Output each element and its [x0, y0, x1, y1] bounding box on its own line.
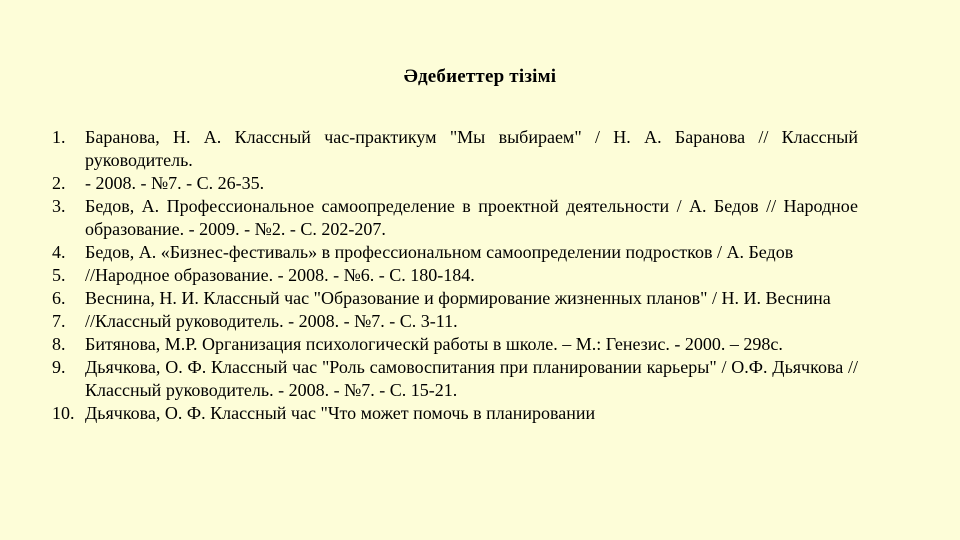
reference-text: Битянова, М.Р. Организация психологическй работы в школе. – М.: Генезис. - 2000. – 298с. [85, 334, 783, 354]
reference-number: 8. [52, 334, 66, 354]
reference-text: Веснина, Н. И. Классный час "Образование и формирование жизненных планов" / Н. И. Веснина [85, 288, 831, 308]
reference-number: 6. [52, 288, 66, 308]
reference-number: 7. [52, 311, 66, 331]
reference-item [52, 333, 858, 356]
reference-number: 9. [52, 357, 66, 377]
reference-number: 1. [52, 127, 66, 147]
reference-item [52, 287, 858, 310]
reference-number: 2. [52, 173, 66, 193]
reference-number: 10. [52, 403, 75, 423]
reference-text: - 2008. - №7. - С. 26-35. [85, 173, 265, 193]
reference-text: Баранова, Н. А. Классный час-практикум "Мы выбираем" / Н. А. Баранова // Классный руководитель. [85, 127, 858, 170]
reference-item [52, 195, 858, 241]
reference-text: //Народное образование. - 2008. - №6. - С. 180-184. [85, 265, 475, 285]
reference-text: //Классный руководитель. - 2008. - №7. - С. 3-11. [85, 311, 458, 331]
reference-text: Бедов, А. Профессиональное самоопределение в проектной деятельности / А. Бедов // Народное образование. - 2009. - №2. - С. 202-207. [85, 196, 858, 239]
reference-text: Дьячкова, О. Ф. Классный час "Что может помочь в планировании [85, 403, 596, 423]
reference-list [52, 126, 858, 425]
reference-item [52, 241, 858, 264]
slide-title: Әдебиеттер тізімі [403, 66, 557, 87]
reference-text: Бедов, А. «Бизнес-фестиваль» в профессиональном самоопределении подростков / А. Бедов [85, 242, 794, 262]
reference-number: 3. [52, 196, 66, 216]
reference-item [52, 310, 858, 333]
reference-item [52, 264, 858, 287]
reference-item [52, 126, 858, 172]
reference-item [52, 356, 858, 402]
reference-number: 5. [52, 265, 66, 285]
reference-text: Дьячкова, О. Ф. Классный час "Роль самовоспитания при планировании карьеры" / О.Ф. Дьячкова // Классный руководитель. - 2008. - №7. - С. 15-21. [85, 357, 858, 400]
reference-item [52, 402, 858, 425]
reference-item [52, 172, 858, 195]
reference-number: 4. [52, 242, 66, 262]
